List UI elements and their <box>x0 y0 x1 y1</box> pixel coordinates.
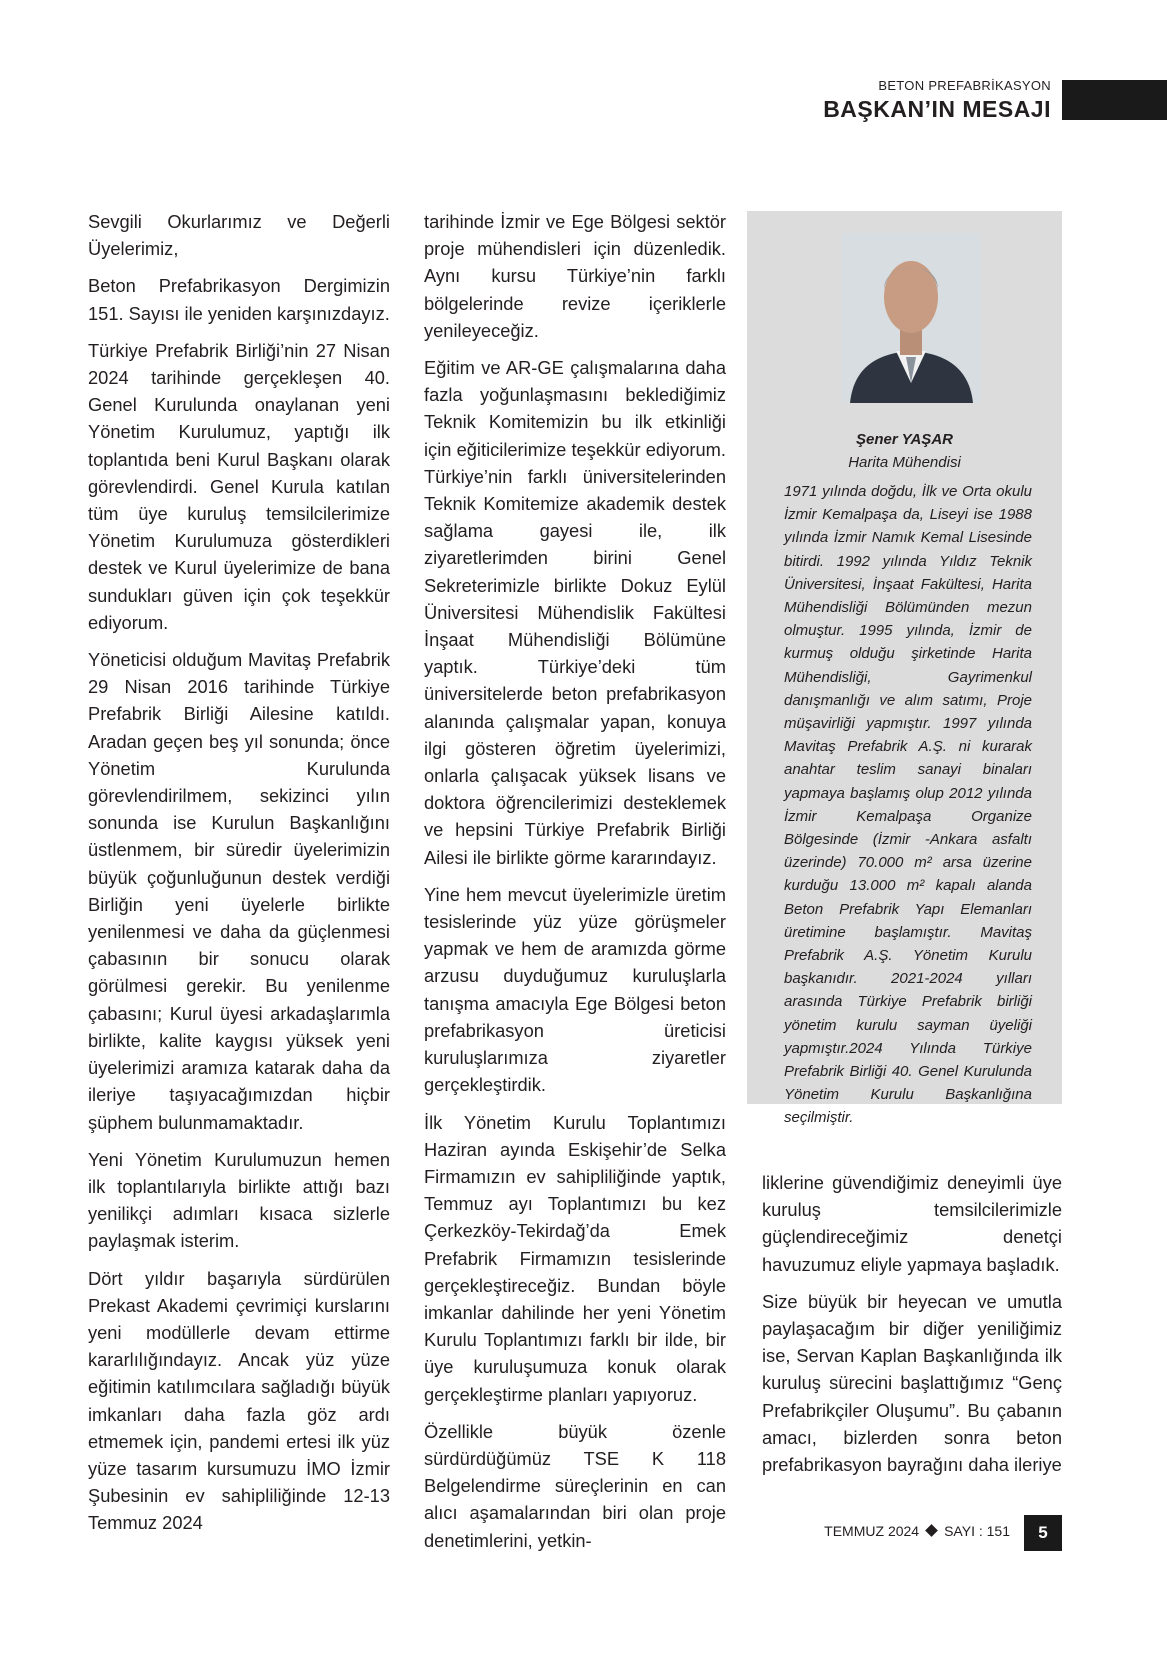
author-photo <box>842 233 981 403</box>
diamond-icon <box>925 1524 938 1537</box>
page-header <box>0 78 1167 128</box>
text-column-2 <box>424 208 726 1564</box>
paragraph: Türkiye Prefabrik Birliği’nin 27 Nisan 2024 tarihinde gerçekleşen 40. Genel Kurulunda onaylanan yeni Yönetim Kurulumuz, yaptığı ilk toplantıda beni Kurul Başkanı olarak görevlendirdi. Genel Kurula katılan tüm üye kuruluş temsilcilerimize Yönetim Kurulumuza gösterdikleri destek ve Kurul üyelerimize de bana sundukları güven için çok teşekkür ediyorum. <box>88 339 390 633</box>
section-title: BAŞKAN’IN MESAJI <box>823 96 1051 122</box>
page-number: 5 <box>1024 1515 1062 1551</box>
author-name: Şener YAŞAR <box>856 431 953 448</box>
paragraph: İlk Yönetim Kurulu Toplantımızı Haziran ayında Eskişehir’de Selka Firmamızın ev sahipliliğinde yaptık, Temmuz ayı Toplantımızı bu kez Çerkezköy-Tekirdağ’da Emek Prefabrik Firmamızın tesislerinde gerçekleştireceğiz. Bundan böyle imkanlar dahilinde her yeni Yönetim Kurulu Toplantımızı farklı bir ilde, bir üye kuruluşumuza konuk olarak gerçekleştirme planları yapıyoruz. <box>424 1111 726 1405</box>
paragraph: liklerine güvendiğimiz deneyimli üye kuruluş temsilcilerimizle güçlendireceğimiz denetçi havuzumuz eliyle yapmaya başladık. <box>762 1172 1062 1275</box>
paragraph: Özellikle büyük özenle sürdürdüğümüz TSE K 118 Belgelendirme süreçlerinin en can alıcı aşamalarından biri olan proje denetimlerini, yetkin- <box>424 1420 726 1551</box>
paragraph: tarihinde İzmir ve Ege Bölgesi sektör proje mühendisleri için düzenledik. Aynı kursu Türkiye’nin farklı bölgelerinde revize içeriklerle yenileyeceğiz. <box>424 211 726 341</box>
paragraph: Yine hem mevcut üyelerimizle üretim tesislerinde yüz yüze görüşmeler yapmak ve hem de aramızda görme arzusu duyduğumuz kuruluşlarla tanışma amacıyla Ege Bölgesi beton prefabrikasyon üreticisi kuruluşlarımıza ziyaretler gerçekleştirdik. <box>424 883 726 1096</box>
author-bio-text: 1971 yılında doğdu, İlk ve Orta okulu İzmir Kemalpaşa da, Liseyi ise 1988 yılında İzmir Namık Kemal Lisesinde bitirdi. 1992 yılında Yıldız Teknik Üniversitesi, İnşaat Fakültesi, Harita Mühendisliği Bölümünden mezun olmuştur. 1995 yılında, İzmir de kurmuş olduğu şirketinde Harita Mühendisliği, Gayrimenkul danışmanlığı ve alım satımı, Proje müşavirliği yapmıştır. 1997 yılında Mavitaş Prefabrik A.Ş. ni kurarak anahtar teslim sanayi binaları yapmaya başlamış olup 2012 yılında İzmir Kemalpaşa Organize Bölgesinde (İzmir -Ankara asfaltı üzerinde) 70.000 m² arsa üzerine kurduğu 13.000 m² kapalı alanda Beton Prefabrik Yapı Elemanları üretimine başlamıştır. Mavitaş Prefabrik A.Ş. Yönetim Kurulu başkanıdır. 2021-2024 yılları arasında Türkiye Prefabrik birliği yönetim kurulu sayman üyeliği yapmıştır.2024 Yılında Türkiye Prefabrik Birliği 40. Genel Kurulunda Yönetim Kurulu Başkanlığına seçilmiştir. <box>784 483 1032 1127</box>
text-column-3 <box>762 1169 1062 1488</box>
issue-date: TEMMUZ 2024 <box>824 1523 920 1539</box>
paragraph: Size büyük bir heyecan ve umutla paylaşacağım bir diğer yeniliğimiz ise, Servan Kaplan Başkanlığında ilk kuruluş sürecini başlattığımız “Genç Prefabrikçiler Oluşumu”. Bu çabanın amacı, bizlerden sonra beton prefabrikasyon bayrağını daha ileriye <box>762 1290 1062 1476</box>
header-bar <box>1062 80 1167 120</box>
issue-number: SAYI : 151 <box>944 1523 1010 1539</box>
author-role: Harita Mühendisi <box>848 454 961 471</box>
issue-info <box>824 1523 1010 1539</box>
paragraph: Sevgili Okurlarımız ve Değerli Üyelerimiz, <box>88 211 390 260</box>
page-footer <box>62 1515 1062 1550</box>
paragraph: Yeni Yönetim Kurulumuzun hemen ilk toplantılarıyla birlikte attığı bazı yenilikçi adımları kısaca sizlerle paylaşmak isterim. <box>88 1148 390 1252</box>
portrait-icon <box>842 233 981 403</box>
paragraph: Beton Prefabrikasyon Dergimizin 151. Sayısı ile yeniden karşınızdayız. <box>88 275 390 324</box>
paragraph: Yöneticisi olduğum Mavitaş Prefabrik 29 Nisan 2016 tarihinde Türkiye Prefabrik Birliği Ailesine katıldı. Aradan geçen beş yıl sonunda; önce Yönetim Kurulunda görevlendirilmem, sekizinci yılın sonunda ise Kurulun Başkanlığını üstlenmem, bir süredir üyelerimizin büyük çoğunluğunun destek verdiği Birliğin yeni üyelerle birlikte yenilenmesi ve daha da güçlenmesi çabasının bir sonucu olarak görülmesi gerekir. Bu yenilenme çabasını; Kurul üyesi arkadaşlarımla birlikte, kalite kaygısı yüksek yeni üyelerimizi aramıza katarak daha da ileriye taşıyacağımızdan hiçbir şüphem bulunmamaktadır. <box>88 649 390 1133</box>
paragraph: Dört yıldır başarıyla sürdürülen Prekast Akademi çevrimiçi kurslarını yeni modüllerle devam ettirme kararlılığındayız. Ancak yüz yüze eğitimin katılımcılara sağladığı büyük imkanları daha fazla göz ardı etmemek için, pandemi ertesi ilk yüz yüze tasarım kursumuzu İMO İzmir Şubesinin ev sahipliliğinde 12-13 Temmuz 2024 <box>88 1267 390 1534</box>
text-column-1 <box>88 208 390 1547</box>
author-bio-box <box>747 211 1062 1127</box>
magazine-name: BETON PREFABRİKASYON <box>878 78 1051 93</box>
paragraph: Eğitim ve AR-GE çalışmalarına daha fazla yoğunlaşmasını beklediğimiz Teknik Komitemizin bu ilk etkinliği için eğiticilerimize teşekkür ediyorum. Türkiye’nin farklı üniversitelerinden Teknik Komitemize akademik destek sağlama gayesi ile, ilk ziyaretlerimden birini Genel Sekreterimizle birlikte Dokuz Eylül Üniversitesi Mühendislik Fakültesi İnşaat Mühendisliği Bölümüne yaptık. Türkiye’deki tüm üniversitelerde beton prefabrikasyon alanında çalışmalar yapan, konuya ilgi gösteren öğretim üyelerimizi, onlarla çalışacak yüksek lisans ve doktora öğrencilerimizi desteklemek ve hepsini Türkiye Prefabrik Birliği Ailesi ile birlikte görme kararındayız. <box>424 357 726 868</box>
